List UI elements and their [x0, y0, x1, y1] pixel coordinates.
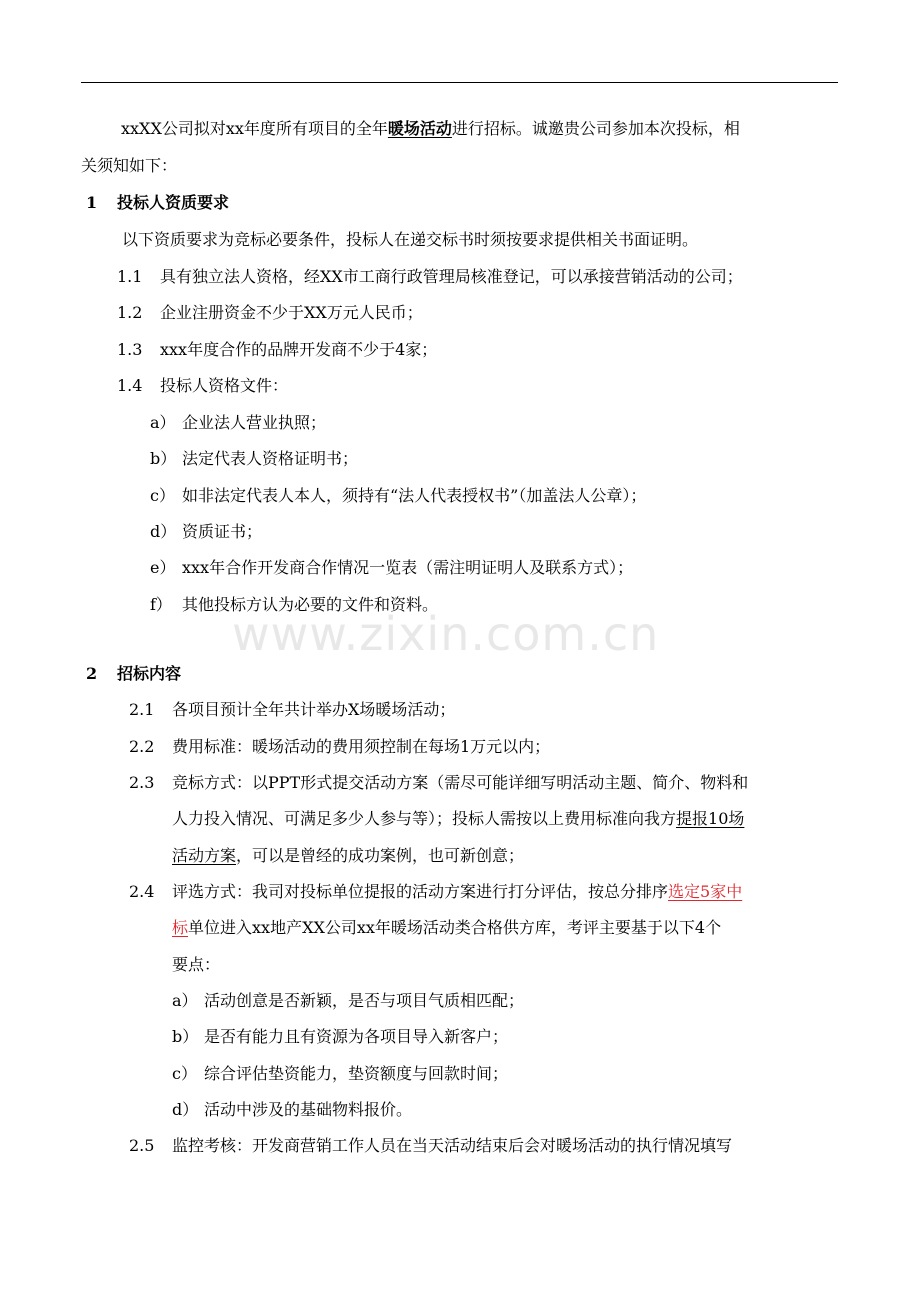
item-2-4-line-3: 要点： — [172, 955, 221, 974]
section-1-number: 1 — [86, 193, 98, 212]
sub-item-2d: d） 活动中涉及的基础物料报价。 — [172, 1100, 413, 1119]
sub-item-1c: c） 如非法定代表人本人，须持有“法人代表授权书”（加盖法人公章）； — [150, 486, 647, 505]
section-1-desc: 以下资质要求为竞标必要条件，投标人在递交标书时须按要求提供相关书面证明。 — [122, 230, 699, 249]
sub-item-1e: e） xxx年合作开发商合作情况一览表（需注明证明人及联系方式）； — [150, 558, 634, 577]
sub-item-1f: f） 其他投标方认为必要的文件和资料。 — [150, 595, 439, 614]
watermark: www.zixin.com.cn — [232, 607, 660, 661]
sub-item-1b: b） 法定代表人资格证明书； — [150, 449, 359, 468]
intro-keyword: 暖场活动 — [387, 119, 452, 138]
sub-item-2a: a） 活动创意是否新颖，是否与项目气质相匹配； — [172, 991, 525, 1010]
item-2-4-line-1: 2.4 评选方式：我司对投标单位提报的活动方案进行打分评估，按总分排序选定5家中 — [129, 882, 743, 901]
item-2-2: 2.2 费用标准：暖场活动的费用须控制在每场1万元以内； — [129, 737, 551, 756]
sub-item-2c: c） 综合评估垫资能力，垫资额度与回款时间； — [172, 1064, 509, 1083]
section-2-title: 招标内容 — [117, 664, 182, 683]
intro-line-1: xxXX公司拟对xx年度所有项目的全年暖场活动进行招标。诚邀贵公司参加本次投标，相 — [121, 119, 740, 138]
item-1-1: 1.1 具有独立法人资格，经XX市工商行政管理局核准登记，可以承接营销活动的公司； — [117, 267, 743, 286]
header-rule — [81, 82, 838, 83]
underlined-emphasis: 活动方案 — [172, 846, 237, 865]
red-highlight: 选定5家中 — [668, 882, 743, 901]
sub-item-2b: b） 是否有能力且有资源为各项目导入新客户； — [172, 1027, 509, 1046]
section-1-title: 投标人资质要求 — [117, 193, 230, 212]
red-highlight: 标 — [172, 918, 189, 937]
sub-item-1a: a） 企业法人营业执照； — [150, 413, 327, 432]
item-2-3-line-1: 2.3 竞标方式：以PPT形式提交活动方案（需尽可能详细写明活动主题、简介、物料和 — [129, 773, 749, 792]
item-1-3: 1.3 xxx年度合作的品牌开发商不少于4家； — [117, 340, 438, 359]
item-2-1: 2.1 各项目预计全年共计举办X场暖场活动； — [129, 700, 456, 719]
item-1-4: 1.4 投标人资格文件： — [117, 376, 289, 395]
item-1-2: 1.2 企业注册资金不少于XX万元人民币； — [117, 303, 423, 322]
item-2-4-line-2: 标单位进入xx地产XX公司xx年暖场活动类合格供方库，考评主要基于以下4个 — [172, 918, 722, 937]
intro-line-2: 关须知如下： — [81, 156, 178, 175]
item-2-5: 2.5 监控考核：开发商营销工作人员在当天活动结束后会对暖场活动的执行情况填写 — [129, 1136, 733, 1155]
section-2-number: 2 — [86, 664, 98, 683]
item-2-3-line-3: 活动方案，可以是曾经的成功案例，也可新创意； — [172, 846, 525, 865]
sub-item-1d: d） 资质证书； — [150, 522, 263, 541]
item-2-3-line-2: 人力投入情况、可满足多少人参与等）；投标人需按以上费用标准向我方提报10场 — [172, 809, 745, 828]
underlined-emphasis: 提报10场 — [676, 809, 745, 828]
